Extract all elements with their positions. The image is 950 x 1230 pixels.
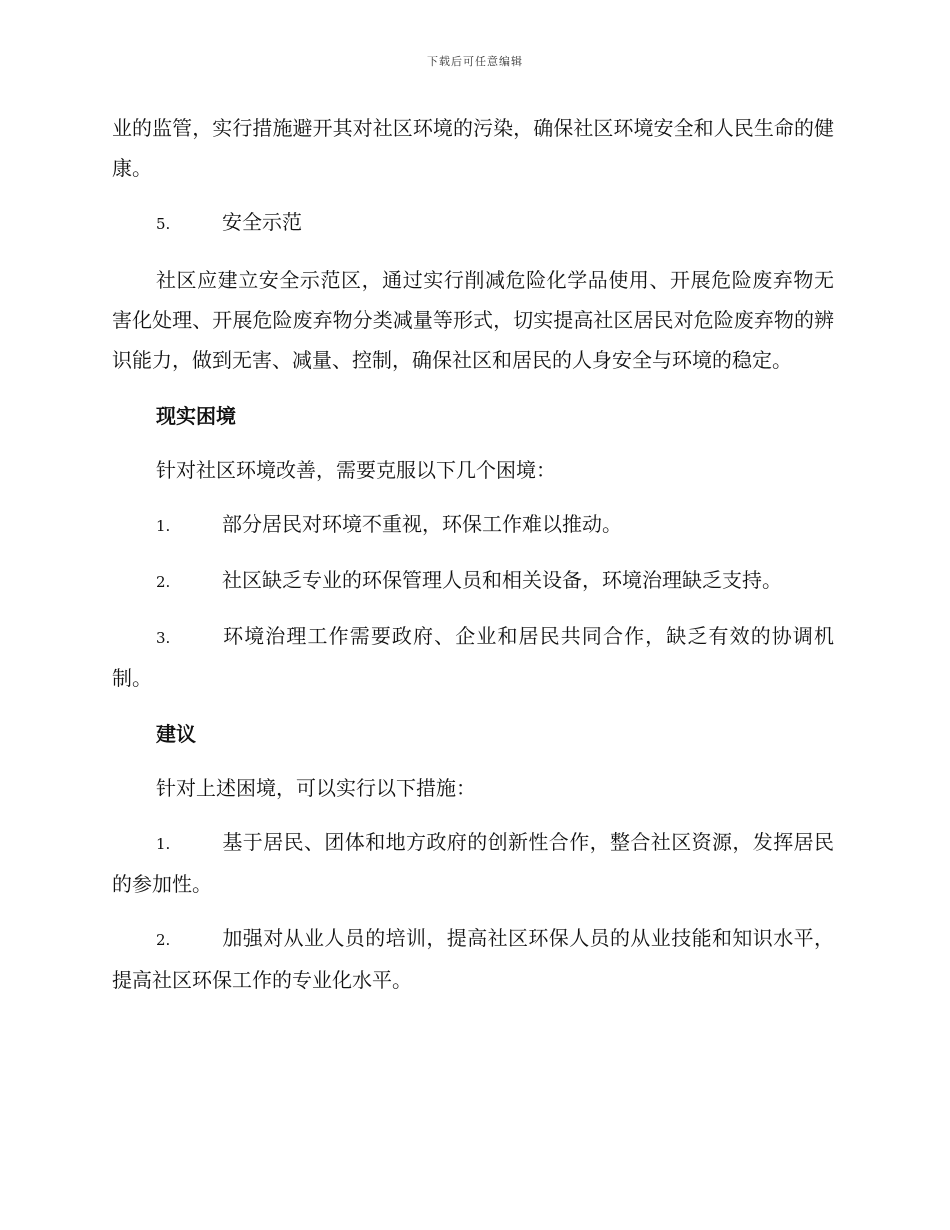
- list-number: 1.: [156, 517, 171, 535]
- page-header-note: 下载后可任意编辑: [427, 55, 523, 68]
- section-heading-dilemma: 现实困境: [156, 404, 236, 428]
- list-number: 1.: [156, 835, 171, 853]
- paragraph-safety-demo: 社区应建立安全示范区，通过实行削减危险化学品使用、开展危险废弃物无害化处理、开展危险废弃物分类减量等形式，切实提高社区居民对危险废弃物的辨识能力，做到无害、减量、控制，确保社区和居民的人身安全与环境的稳定。: [112, 268, 834, 372]
- list-item-text: 加强对从业人员的培训，提高社区环保人员的从业技能和知识水平，提高社区环保工作的专业化水平。: [112, 926, 834, 992]
- list-item: [112, 822, 834, 904]
- paragraph-suggest-intro: 针对上述困境，可以实行以下措施：: [156, 776, 476, 800]
- paragraph-dilemma-intro: 针对社区环境改善，需要克服以下几个困境：: [156, 458, 556, 482]
- list-number: 2.: [156, 931, 171, 949]
- list-item: [112, 616, 834, 698]
- list-item-text: 安全示范: [222, 210, 302, 234]
- list-item: [112, 504, 834, 546]
- document-body: [112, 108, 834, 1000]
- list-item-text: 社区缺乏专业的环保管理人员和相关设备，环境治理缺乏支持。: [222, 568, 782, 592]
- list-number: 5.: [156, 215, 171, 233]
- list-item-text: 部分居民对环境不重视，环保工作难以推动。: [222, 512, 622, 536]
- list-item-safety-demo: [112, 202, 834, 244]
- list-item-text: 环境治理工作需要政府、企业和居民共同合作，缺乏有效的协调机制。: [112, 624, 834, 690]
- list-number: 2.: [156, 573, 171, 591]
- paragraph-continuation: 业的监管，实行措施避开其对社区环境的污染，确保社区环境安全和人民生命的健康。: [112, 116, 834, 180]
- section-heading-suggestions: 建议: [156, 722, 196, 746]
- list-item: [112, 560, 834, 602]
- list-item-text: 基于居民、团体和地方政府的创新性合作，整合社区资源，发挥居民的参加性。: [112, 830, 834, 896]
- list-number: 3.: [156, 629, 171, 647]
- list-item: [112, 918, 834, 1000]
